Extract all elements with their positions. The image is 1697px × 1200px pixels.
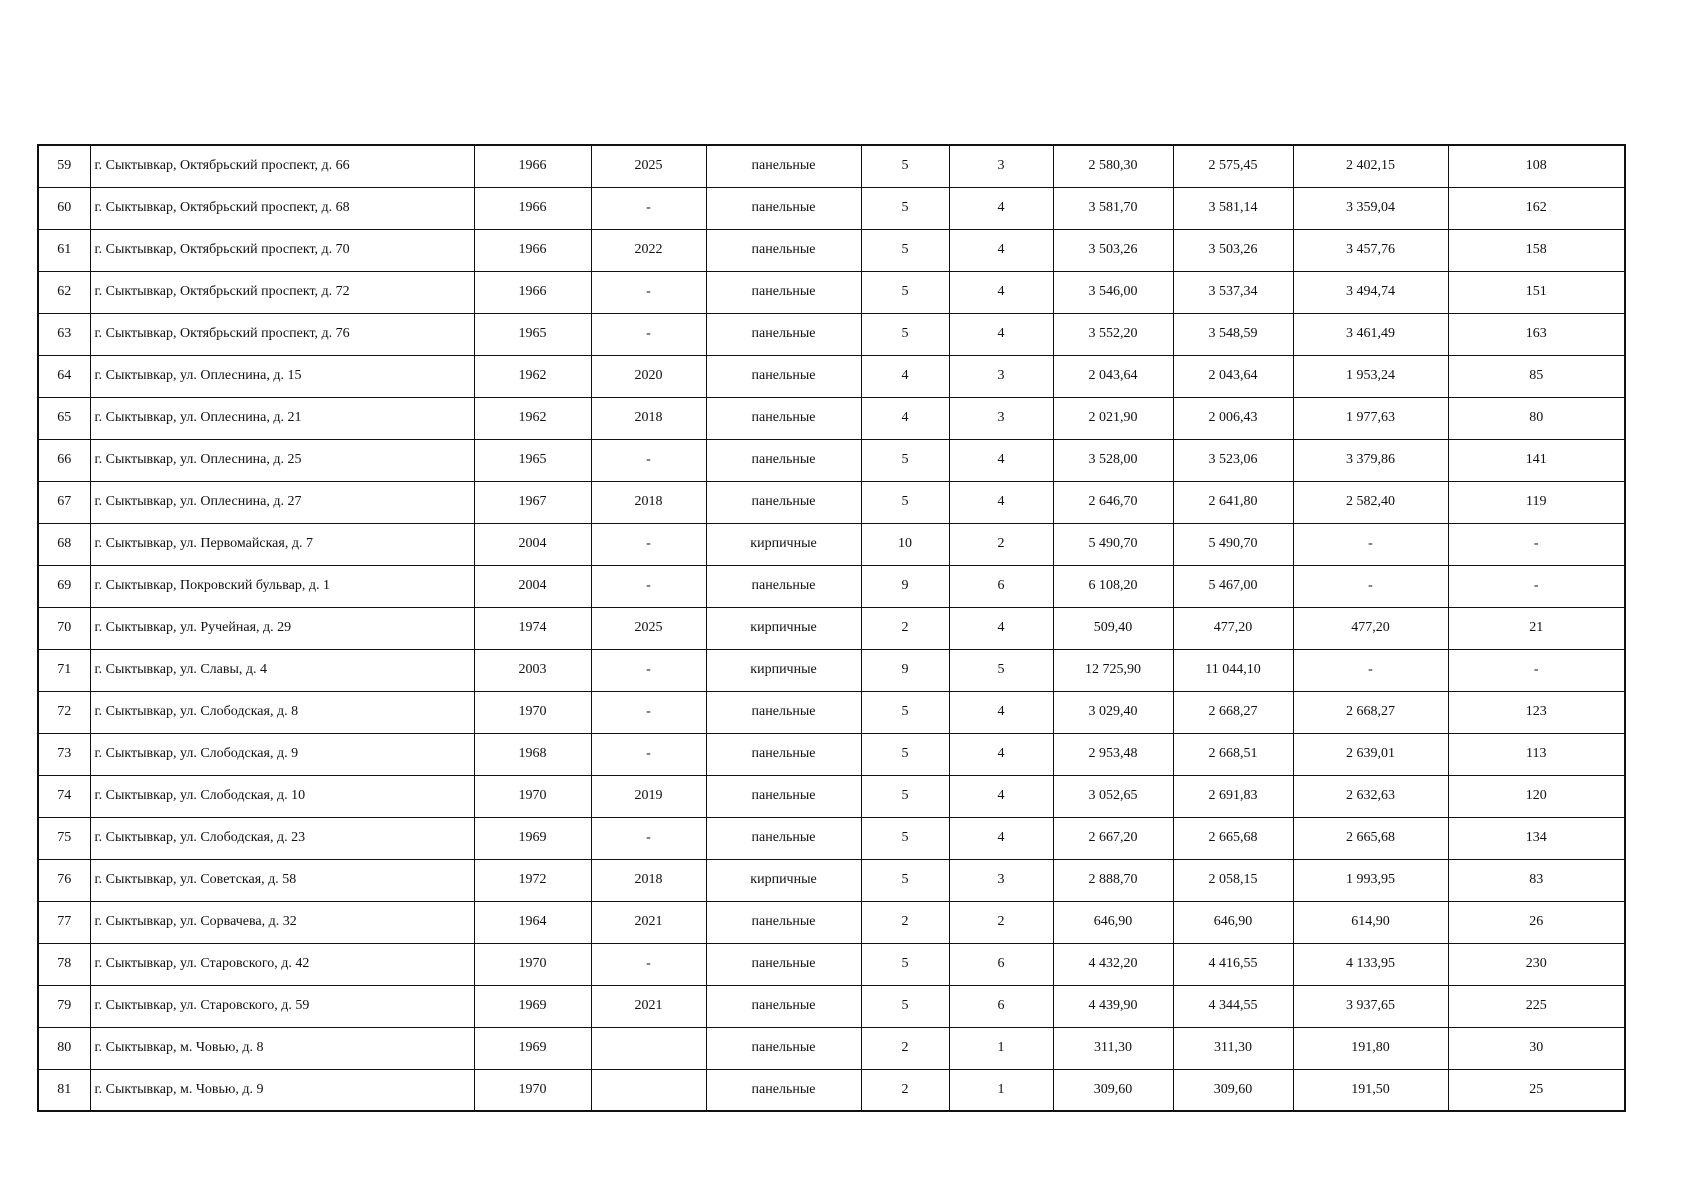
- wall-material-cell: панельные: [706, 229, 861, 271]
- table-row: [38, 901, 1625, 943]
- year-built-cell: 1970: [474, 775, 591, 817]
- residents-cell: 123: [1448, 691, 1625, 733]
- area-premises-cell: 2 043,64: [1173, 355, 1293, 397]
- entrances-cell: 3: [949, 397, 1053, 439]
- area-residential-cell: 614,90: [1293, 901, 1448, 943]
- area-residential-cell: 3 379,86: [1293, 439, 1448, 481]
- area-total-cell: 3 052,65: [1053, 775, 1173, 817]
- year-built-cell: 1966: [474, 145, 591, 187]
- residents-cell: 163: [1448, 313, 1625, 355]
- area-premises-cell: 4 416,55: [1173, 943, 1293, 985]
- table-row: [38, 817, 1625, 859]
- year-repair-cell: 2025: [591, 145, 706, 187]
- area-total-cell: 3 503,26: [1053, 229, 1173, 271]
- wall-material-cell: панельные: [706, 817, 861, 859]
- year-built-cell: 1969: [474, 1027, 591, 1069]
- year-repair-cell: 2021: [591, 901, 706, 943]
- year-repair-cell: [591, 1027, 706, 1069]
- area-premises-cell: 5 467,00: [1173, 565, 1293, 607]
- floors-cell: 5: [861, 187, 949, 229]
- area-residential-cell: 1 977,63: [1293, 397, 1448, 439]
- entrances-cell: 2: [949, 901, 1053, 943]
- address-cell: г. Сыктывкар, ул. Оплеснина, д. 15: [90, 355, 474, 397]
- row-number-cell: 71: [38, 649, 90, 691]
- entrances-cell: 3: [949, 145, 1053, 187]
- residents-cell: 108: [1448, 145, 1625, 187]
- area-residential-cell: 3 457,76: [1293, 229, 1448, 271]
- area-premises-cell: 3 581,14: [1173, 187, 1293, 229]
- residents-cell: 25: [1448, 1069, 1625, 1111]
- residents-cell: 158: [1448, 229, 1625, 271]
- year-built-cell: 1974: [474, 607, 591, 649]
- area-residential-cell: 1 953,24: [1293, 355, 1448, 397]
- floors-cell: 5: [861, 313, 949, 355]
- entrances-cell: 4: [949, 271, 1053, 313]
- row-number-cell: 69: [38, 565, 90, 607]
- entrances-cell: 4: [949, 481, 1053, 523]
- year-built-cell: 1964: [474, 901, 591, 943]
- area-residential-cell: 2 665,68: [1293, 817, 1448, 859]
- wall-material-cell: панельные: [706, 1027, 861, 1069]
- year-built-cell: 1966: [474, 229, 591, 271]
- floors-cell: 9: [861, 649, 949, 691]
- row-number-cell: 80: [38, 1027, 90, 1069]
- address-cell: г. Сыктывкар, ул. Оплеснина, д. 25: [90, 439, 474, 481]
- area-total-cell: 12 725,90: [1053, 649, 1173, 691]
- residents-cell: 30: [1448, 1027, 1625, 1069]
- table-body: [38, 145, 1625, 1111]
- year-repair-cell: 2020: [591, 355, 706, 397]
- floors-cell: 2: [861, 1069, 949, 1111]
- entrances-cell: 6: [949, 985, 1053, 1027]
- area-residential-cell: 3 461,49: [1293, 313, 1448, 355]
- area-premises-cell: 5 490,70: [1173, 523, 1293, 565]
- row-number-cell: 76: [38, 859, 90, 901]
- area-total-cell: 4 432,20: [1053, 943, 1173, 985]
- area-premises-cell: 311,30: [1173, 1027, 1293, 1069]
- housing-registry-table: [37, 144, 1626, 1112]
- floors-cell: 5: [861, 985, 949, 1027]
- table-row: [38, 691, 1625, 733]
- table-row: [38, 1069, 1625, 1111]
- year-repair-cell: -: [591, 943, 706, 985]
- area-total-cell: 2 021,90: [1053, 397, 1173, 439]
- wall-material-cell: панельные: [706, 439, 861, 481]
- floors-cell: 10: [861, 523, 949, 565]
- area-residential-cell: 2 668,27: [1293, 691, 1448, 733]
- year-repair-cell: [591, 1069, 706, 1111]
- area-residential-cell: -: [1293, 523, 1448, 565]
- table-row: [38, 985, 1625, 1027]
- year-built-cell: 1970: [474, 943, 591, 985]
- table-row: [38, 145, 1625, 187]
- year-built-cell: 2004: [474, 523, 591, 565]
- address-cell: г. Сыктывкар, ул. Слободская, д. 23: [90, 817, 474, 859]
- year-repair-cell: 2021: [591, 985, 706, 1027]
- address-cell: г. Сыктывкар, ул. Оплеснина, д. 27: [90, 481, 474, 523]
- area-premises-cell: 3 523,06: [1173, 439, 1293, 481]
- entrances-cell: 4: [949, 187, 1053, 229]
- area-premises-cell: 3 548,59: [1173, 313, 1293, 355]
- residents-cell: 225: [1448, 985, 1625, 1027]
- area-total-cell: 2 580,30: [1053, 145, 1173, 187]
- area-residential-cell: 4 133,95: [1293, 943, 1448, 985]
- area-premises-cell: 309,60: [1173, 1069, 1293, 1111]
- residents-cell: 26: [1448, 901, 1625, 943]
- year-built-cell: 1972: [474, 859, 591, 901]
- area-premises-cell: 2 641,80: [1173, 481, 1293, 523]
- area-premises-cell: 646,90: [1173, 901, 1293, 943]
- row-number-cell: 59: [38, 145, 90, 187]
- address-cell: г. Сыктывкар, Октябрьский проспект, д. 70: [90, 229, 474, 271]
- row-number-cell: 63: [38, 313, 90, 355]
- year-built-cell: 1968: [474, 733, 591, 775]
- wall-material-cell: панельные: [706, 397, 861, 439]
- address-cell: г. Сыктывкар, м. Човью, д. 8: [90, 1027, 474, 1069]
- entrances-cell: 4: [949, 691, 1053, 733]
- floors-cell: 2: [861, 1027, 949, 1069]
- wall-material-cell: панельные: [706, 1069, 861, 1111]
- year-built-cell: 1966: [474, 271, 591, 313]
- year-repair-cell: 2018: [591, 397, 706, 439]
- year-repair-cell: -: [591, 649, 706, 691]
- floors-cell: 4: [861, 397, 949, 439]
- floors-cell: 9: [861, 565, 949, 607]
- floors-cell: 5: [861, 229, 949, 271]
- wall-material-cell: панельные: [706, 691, 861, 733]
- area-premises-cell: 2 668,51: [1173, 733, 1293, 775]
- year-built-cell: 1965: [474, 439, 591, 481]
- year-repair-cell: 2025: [591, 607, 706, 649]
- area-total-cell: 2 043,64: [1053, 355, 1173, 397]
- area-total-cell: 309,60: [1053, 1069, 1173, 1111]
- row-number-cell: 62: [38, 271, 90, 313]
- area-residential-cell: 191,50: [1293, 1069, 1448, 1111]
- entrances-cell: 6: [949, 565, 1053, 607]
- table-row: [38, 187, 1625, 229]
- table-row: [38, 439, 1625, 481]
- entrances-cell: 5: [949, 649, 1053, 691]
- residents-cell: 85: [1448, 355, 1625, 397]
- area-residential-cell: 3 937,65: [1293, 985, 1448, 1027]
- wall-material-cell: панельные: [706, 901, 861, 943]
- address-cell: г. Сыктывкар, ул. Советская, д. 58: [90, 859, 474, 901]
- area-residential-cell: 2 402,15: [1293, 145, 1448, 187]
- area-premises-cell: 2 575,45: [1173, 145, 1293, 187]
- entrances-cell: 4: [949, 229, 1053, 271]
- area-premises-cell: 4 344,55: [1173, 985, 1293, 1027]
- year-repair-cell: -: [591, 523, 706, 565]
- table-row: [38, 355, 1625, 397]
- floors-cell: 4: [861, 355, 949, 397]
- year-built-cell: 1970: [474, 691, 591, 733]
- area-residential-cell: -: [1293, 649, 1448, 691]
- area-premises-cell: 477,20: [1173, 607, 1293, 649]
- table-row: [38, 313, 1625, 355]
- row-number-cell: 64: [38, 355, 90, 397]
- area-total-cell: 311,30: [1053, 1027, 1173, 1069]
- wall-material-cell: кирпичные: [706, 607, 861, 649]
- entrances-cell: 4: [949, 439, 1053, 481]
- table-row: [38, 565, 1625, 607]
- wall-material-cell: панельные: [706, 943, 861, 985]
- area-total-cell: 3 581,70: [1053, 187, 1173, 229]
- area-premises-cell: 2 006,43: [1173, 397, 1293, 439]
- residents-cell: 141: [1448, 439, 1625, 481]
- wall-material-cell: панельные: [706, 187, 861, 229]
- table-row: [38, 733, 1625, 775]
- wall-material-cell: панельные: [706, 313, 861, 355]
- year-repair-cell: -: [591, 187, 706, 229]
- area-total-cell: 6 108,20: [1053, 565, 1173, 607]
- area-total-cell: 2 953,48: [1053, 733, 1173, 775]
- address-cell: г. Сыктывкар, м. Човью, д. 9: [90, 1069, 474, 1111]
- floors-cell: 5: [861, 859, 949, 901]
- area-total-cell: 5 490,70: [1053, 523, 1173, 565]
- entrances-cell: 4: [949, 313, 1053, 355]
- row-number-cell: 66: [38, 439, 90, 481]
- residents-cell: -: [1448, 523, 1625, 565]
- address-cell: г. Сыктывкар, Октябрьский проспект, д. 72: [90, 271, 474, 313]
- year-built-cell: 1969: [474, 985, 591, 1027]
- entrances-cell: 2: [949, 523, 1053, 565]
- floors-cell: 5: [861, 817, 949, 859]
- entrances-cell: 4: [949, 607, 1053, 649]
- row-number-cell: 73: [38, 733, 90, 775]
- row-number-cell: 79: [38, 985, 90, 1027]
- area-premises-cell: 3 503,26: [1173, 229, 1293, 271]
- year-repair-cell: -: [591, 565, 706, 607]
- address-cell: г. Сыктывкар, ул. Славы, д. 4: [90, 649, 474, 691]
- residents-cell: -: [1448, 565, 1625, 607]
- row-number-cell: 68: [38, 523, 90, 565]
- year-built-cell: 1962: [474, 355, 591, 397]
- entrances-cell: 3: [949, 355, 1053, 397]
- residents-cell: 119: [1448, 481, 1625, 523]
- wall-material-cell: панельные: [706, 271, 861, 313]
- entrances-cell: 4: [949, 817, 1053, 859]
- table-row: [38, 397, 1625, 439]
- area-total-cell: 2 667,20: [1053, 817, 1173, 859]
- area-residential-cell: 3 359,04: [1293, 187, 1448, 229]
- table-row: [38, 523, 1625, 565]
- area-premises-cell: 2 668,27: [1173, 691, 1293, 733]
- wall-material-cell: панельные: [706, 145, 861, 187]
- residents-cell: 162: [1448, 187, 1625, 229]
- row-number-cell: 72: [38, 691, 90, 733]
- wall-material-cell: панельные: [706, 355, 861, 397]
- floors-cell: 5: [861, 733, 949, 775]
- floors-cell: 2: [861, 901, 949, 943]
- residents-cell: 80: [1448, 397, 1625, 439]
- entrances-cell: 1: [949, 1069, 1053, 1111]
- floors-cell: 5: [861, 691, 949, 733]
- table-row: [38, 271, 1625, 313]
- floors-cell: 5: [861, 775, 949, 817]
- year-repair-cell: 2019: [591, 775, 706, 817]
- wall-material-cell: панельные: [706, 775, 861, 817]
- address-cell: г. Сыктывкар, ул. Первомайская, д. 7: [90, 523, 474, 565]
- wall-material-cell: кирпичные: [706, 523, 861, 565]
- area-total-cell: 2 646,70: [1053, 481, 1173, 523]
- floors-cell: 5: [861, 943, 949, 985]
- year-built-cell: 1966: [474, 187, 591, 229]
- entrances-cell: 6: [949, 943, 1053, 985]
- row-number-cell: 65: [38, 397, 90, 439]
- year-repair-cell: -: [591, 691, 706, 733]
- area-residential-cell: 191,80: [1293, 1027, 1448, 1069]
- area-premises-cell: 11 044,10: [1173, 649, 1293, 691]
- area-premises-cell: 3 537,34: [1173, 271, 1293, 313]
- area-total-cell: 3 029,40: [1053, 691, 1173, 733]
- residents-cell: -: [1448, 649, 1625, 691]
- table-row: [38, 481, 1625, 523]
- wall-material-cell: кирпичные: [706, 859, 861, 901]
- row-number-cell: 77: [38, 901, 90, 943]
- area-total-cell: 3 552,20: [1053, 313, 1173, 355]
- row-number-cell: 70: [38, 607, 90, 649]
- table-row: [38, 649, 1625, 691]
- area-residential-cell: 2 632,63: [1293, 775, 1448, 817]
- address-cell: г. Сыктывкар, Покровский бульвар, д. 1: [90, 565, 474, 607]
- year-built-cell: 2003: [474, 649, 591, 691]
- area-total-cell: 646,90: [1053, 901, 1173, 943]
- area-residential-cell: 3 494,74: [1293, 271, 1448, 313]
- year-repair-cell: -: [591, 313, 706, 355]
- residents-cell: 151: [1448, 271, 1625, 313]
- year-built-cell: 1967: [474, 481, 591, 523]
- address-cell: г. Сыктывкар, ул. Сорвачева, д. 32: [90, 901, 474, 943]
- row-number-cell: 61: [38, 229, 90, 271]
- wall-material-cell: панельные: [706, 481, 861, 523]
- address-cell: г. Сыктывкар, ул. Старовского, д. 59: [90, 985, 474, 1027]
- table-row: [38, 1027, 1625, 1069]
- residents-cell: 230: [1448, 943, 1625, 985]
- table-row: [38, 859, 1625, 901]
- table-row: [38, 607, 1625, 649]
- entrances-cell: 3: [949, 859, 1053, 901]
- table-row: [38, 229, 1625, 271]
- area-residential-cell: 2 582,40: [1293, 481, 1448, 523]
- row-number-cell: 75: [38, 817, 90, 859]
- residents-cell: 120: [1448, 775, 1625, 817]
- area-total-cell: 3 528,00: [1053, 439, 1173, 481]
- year-built-cell: 2004: [474, 565, 591, 607]
- residents-cell: 134: [1448, 817, 1625, 859]
- year-repair-cell: -: [591, 733, 706, 775]
- table-row: [38, 775, 1625, 817]
- wall-material-cell: панельные: [706, 985, 861, 1027]
- residents-cell: 83: [1448, 859, 1625, 901]
- area-total-cell: 509,40: [1053, 607, 1173, 649]
- address-cell: г. Сыктывкар, ул. Старовского, д. 42: [90, 943, 474, 985]
- address-cell: г. Сыктывкар, ул. Ручейная, д. 29: [90, 607, 474, 649]
- address-cell: г. Сыктывкар, ул. Слободская, д. 10: [90, 775, 474, 817]
- wall-material-cell: панельные: [706, 733, 861, 775]
- year-built-cell: 1965: [474, 313, 591, 355]
- floors-cell: 5: [861, 271, 949, 313]
- entrances-cell: 1: [949, 1027, 1053, 1069]
- year-built-cell: 1962: [474, 397, 591, 439]
- entrances-cell: 4: [949, 775, 1053, 817]
- address-cell: г. Сыктывкар, Октябрьский проспект, д. 68: [90, 187, 474, 229]
- address-cell: г. Сыктывкар, ул. Слободская, д. 9: [90, 733, 474, 775]
- table-row: [38, 943, 1625, 985]
- entrances-cell: 4: [949, 733, 1053, 775]
- address-cell: г. Сыктывкар, ул. Слободская, д. 8: [90, 691, 474, 733]
- row-number-cell: 60: [38, 187, 90, 229]
- row-number-cell: 74: [38, 775, 90, 817]
- residents-cell: 113: [1448, 733, 1625, 775]
- address-cell: г. Сыктывкар, Октябрьский проспект, д. 76: [90, 313, 474, 355]
- year-repair-cell: -: [591, 271, 706, 313]
- area-premises-cell: 2 058,15: [1173, 859, 1293, 901]
- row-number-cell: 81: [38, 1069, 90, 1111]
- year-repair-cell: -: [591, 817, 706, 859]
- address-cell: г. Сыктывкар, Октябрьский проспект, д. 66: [90, 145, 474, 187]
- year-built-cell: 1970: [474, 1069, 591, 1111]
- area-premises-cell: 2 665,68: [1173, 817, 1293, 859]
- area-residential-cell: 1 993,95: [1293, 859, 1448, 901]
- wall-material-cell: панельные: [706, 565, 861, 607]
- floors-cell: 5: [861, 481, 949, 523]
- year-built-cell: 1969: [474, 817, 591, 859]
- wall-material-cell: кирпичные: [706, 649, 861, 691]
- floors-cell: 5: [861, 145, 949, 187]
- address-cell: г. Сыктывкар, ул. Оплеснина, д. 21: [90, 397, 474, 439]
- area-total-cell: 3 546,00: [1053, 271, 1173, 313]
- area-premises-cell: 2 691,83: [1173, 775, 1293, 817]
- year-repair-cell: 2018: [591, 481, 706, 523]
- residents-cell: 21: [1448, 607, 1625, 649]
- year-repair-cell: -: [591, 439, 706, 481]
- row-number-cell: 78: [38, 943, 90, 985]
- floors-cell: 5: [861, 439, 949, 481]
- area-total-cell: 2 888,70: [1053, 859, 1173, 901]
- area-total-cell: 4 439,90: [1053, 985, 1173, 1027]
- area-residential-cell: -: [1293, 565, 1448, 607]
- row-number-cell: 67: [38, 481, 90, 523]
- floors-cell: 2: [861, 607, 949, 649]
- area-residential-cell: 477,20: [1293, 607, 1448, 649]
- year-repair-cell: 2022: [591, 229, 706, 271]
- area-residential-cell: 2 639,01: [1293, 733, 1448, 775]
- year-repair-cell: 2018: [591, 859, 706, 901]
